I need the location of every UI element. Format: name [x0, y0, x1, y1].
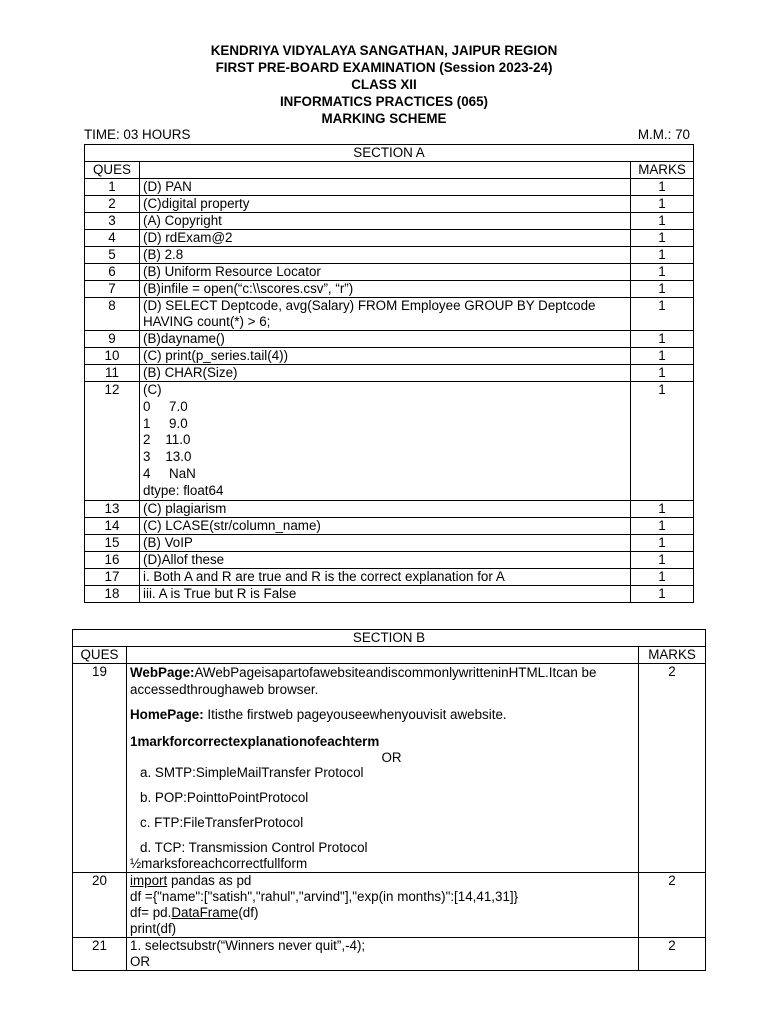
webpage-definition: AWebPageisapartofawebsiteandiscommonlywritteninHTML.Itcan be accessedthroughaweb browser.	[130, 665, 597, 697]
table-row	[85, 517, 694, 534]
header-doc-type: MARKING SCHEME	[321, 111, 447, 126]
table-row	[85, 551, 694, 568]
col-header-marks: MARKS	[639, 647, 706, 664]
term-homepage: HomePage:	[130, 707, 204, 722]
marks-value: 1	[631, 568, 694, 585]
table-row	[85, 213, 694, 230]
header-exam: FIRST PRE-BOARD EXAMINATION (Session 2023-24)	[215, 60, 553, 75]
marks-value: 1	[631, 517, 694, 534]
marks-value: 1	[631, 264, 694, 281]
marks-value: 1	[631, 247, 694, 264]
table-row	[85, 365, 694, 382]
table-row	[85, 298, 694, 331]
marks-value: 1	[631, 281, 694, 298]
marks-value: 1	[631, 230, 694, 247]
table-row	[73, 664, 706, 873]
answer-cell: (C) 0 7.0 1 9.0 2 11.0 3 13.0 4 NaN dtype: float64	[140, 382, 631, 501]
table-row	[73, 938, 706, 971]
answer-cell: (C)digital property	[140, 196, 631, 213]
marks-value: 1	[631, 298, 694, 331]
section-b-table	[72, 629, 706, 971]
table-row	[85, 348, 694, 365]
question-number: 12	[85, 382, 140, 501]
col-header-ques: QUES	[85, 162, 140, 179]
answer-cell: (D)Allof these	[140, 551, 631, 568]
marks-value: 1	[631, 179, 694, 196]
table-row	[85, 281, 694, 298]
answer-cell: (B) Uniform Resource Locator	[140, 264, 631, 281]
marks-value: 1	[631, 365, 694, 382]
answer-cell	[127, 664, 639, 873]
question-number: 8	[85, 298, 140, 331]
marks-value: 2	[639, 873, 706, 938]
section-a-title: SECTION A	[85, 145, 694, 162]
table-row	[85, 382, 694, 501]
answer-cell: (D) rdExam@2	[140, 230, 631, 247]
question-number: 4	[85, 230, 140, 247]
header-subject: INFORMATICS PRACTICES (065)	[279, 94, 489, 109]
header-class: CLASS XII	[351, 77, 417, 92]
answer-cell: (B)infile = open(“c:\\scores.csv”, “r”)	[140, 281, 631, 298]
question-number: 7	[85, 281, 140, 298]
marks-value: 1	[631, 213, 694, 230]
table-row	[85, 534, 694, 551]
question-number: 21	[73, 938, 127, 971]
document-header	[0, 42, 768, 127]
table-row	[85, 247, 694, 264]
answer-cell: (A) Copyright	[140, 213, 631, 230]
answer-cell: (C) print(p_series.tail(4))	[140, 348, 631, 365]
question-number: 17	[85, 568, 140, 585]
marks-value: 1	[631, 551, 694, 568]
answer-cell: (B) VoIP	[140, 534, 631, 551]
marks-value: 1	[631, 348, 694, 365]
question-number: 16	[85, 551, 140, 568]
marks-value: 2	[639, 664, 706, 873]
list-item: c. FTP:FileTransferProtocol	[140, 815, 304, 830]
table-row	[85, 568, 694, 585]
answer-cell: import pandas as pd df ={"name":["satish","rahul","arvind"],"exp(in months)":[14,41,31]} df= pd.DataFrame(df) print(df)	[127, 873, 639, 938]
marks-value: 2	[639, 938, 706, 971]
table-row	[85, 179, 694, 196]
table-row	[85, 196, 694, 213]
question-number: 1	[85, 179, 140, 196]
time-marks-line	[84, 127, 692, 144]
answer-cell: (C) plagiarism	[140, 500, 631, 517]
question-number: 6	[85, 264, 140, 281]
question-number: 3	[85, 213, 140, 230]
question-number: 9	[85, 331, 140, 348]
marks-value: 1	[631, 500, 694, 517]
table-row	[73, 873, 706, 938]
col-header-ques: QUES	[73, 647, 127, 664]
answer-cell: (C) LCASE(str/column_name)	[140, 517, 631, 534]
marks-value: 1	[631, 585, 694, 602]
list-item: a. SMTP:SimpleMailTransfer Protocol	[140, 765, 364, 780]
header-organization: KENDRIYA VIDYALAYA SANGATHAN, JAIPUR REGION	[210, 43, 558, 58]
homepage-definition: Itisthe firstweb pageyouseewhenyouvisit awebsite.	[203, 707, 507, 722]
question-number: 13	[85, 500, 140, 517]
marks-value: 1	[631, 534, 694, 551]
question-number: 2	[85, 196, 140, 213]
question-number: 18	[85, 585, 140, 602]
question-number: 19	[73, 664, 127, 873]
answer-cell: (D) SELECT Deptcode, avg(Salary) FROM Employee GROUP BY Deptcode HAVING count(*) > 6;	[140, 298, 631, 331]
answer-cell: (B)dayname()	[140, 331, 631, 348]
col-header-answer	[127, 647, 639, 664]
answer-cell: 1. selectsubstr(“Winners never quit”,-4); OR	[127, 938, 639, 971]
list-item: d. TCP: Transmission Control Protocol	[140, 840, 368, 855]
list-item: b. POP:PointtoPointProtocol	[140, 790, 309, 805]
question-number: 14	[85, 517, 140, 534]
question-number: 5	[85, 247, 140, 264]
answer-cell: i. Both A and R are true and R is the correct explanation for A	[140, 568, 631, 585]
table-row	[85, 331, 694, 348]
marks-value: 1	[631, 382, 694, 501]
term-webpage: WebPage:	[130, 665, 195, 680]
answer-cell: (D) PAN	[140, 179, 631, 196]
table-row	[85, 230, 694, 247]
section-b-title: SECTION B	[73, 630, 706, 647]
question-number: 20	[73, 873, 127, 938]
section-a-table	[84, 144, 694, 603]
table-row	[85, 500, 694, 517]
col-header-marks: MARKS	[631, 162, 694, 179]
table-row	[85, 585, 694, 602]
answer-cell: iii. A is True but R is False	[140, 585, 631, 602]
answer-cell: (B) CHAR(Size)	[140, 365, 631, 382]
question-number: 11	[85, 365, 140, 382]
marking-note-fullforms: ½marksforeachcorrectfullform	[130, 856, 308, 871]
table-row	[85, 264, 694, 281]
protocol-list	[130, 765, 635, 856]
marking-note: 1markforcorrectexplanationofeachterm	[130, 734, 380, 749]
question-number: 10	[85, 348, 140, 365]
col-header-answer	[140, 162, 631, 179]
time-label: TIME: 03 HOURS	[84, 127, 191, 142]
marks-value: 1	[631, 331, 694, 348]
or-separator: OR	[381, 750, 402, 765]
question-number: 15	[85, 534, 140, 551]
max-marks-label: M.M.: 70	[637, 127, 690, 142]
marks-value: 1	[631, 196, 694, 213]
answer-cell: (B) 2.8	[140, 247, 631, 264]
